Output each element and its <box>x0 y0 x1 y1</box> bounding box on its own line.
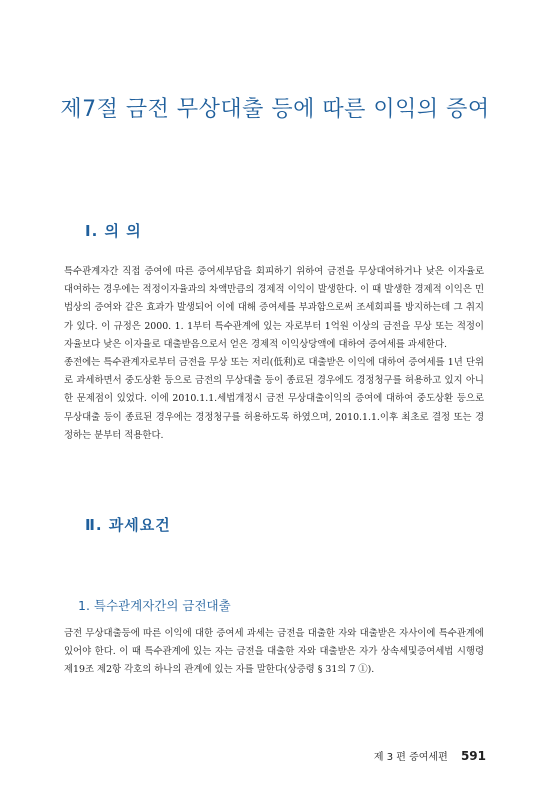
page-number: 591 <box>460 749 486 763</box>
section-heading-1: Ⅰ. 의 의 <box>85 222 142 240</box>
subsection-heading: 1. 특수관계자간의 금전대출 <box>78 598 231 613</box>
chapter-title: 제7절 금전 무상대출 등에 따른 이익의 증여 <box>60 97 490 122</box>
footer-part-label: 제 3 편 증여세편 <box>373 752 448 763</box>
page-footer <box>374 748 486 763</box>
section-1-body: 특수관계자간 직접 증여에 따른 증여세부담을 회피하기 위하여 금전을 무상대여하거나 낮은 이자율로 대여하는 경우에는 적정이자율과의 차액만큼의 경제적 이익이 발생한다. 이 때 발생한 경제적 이익은 민법상의 증여와 같은 효과가 발생되어 이에 대해 증여세를 부과함으로써 조세회피를 방지하는데 그 취지가 있다. 이 규정은 2000. 1. 1부터 특수관계에 있는 자로부터 1억원 이상의 금전을 무상 또는 적정이자율보다 낮은 이자율로 대출받음으로서 얻은 경제적 이익상당액에 대하여 증여세를 과세한다. 종전에는 특수관계자로부터 금전을 무상 또는 저리(低利)로 대출받은 이익에 대하여 증여세를 1년 단위로 과세하면서 중도상환 등으로 금전의 무상대출 등이 종료된 경우에도 경정청구를 허용하고 있지 아니한 문제점이 있었다. 이에 2010.1.1.세법개정시 금전 무상대출이익의 증여에 대하여 중도상환 등으로 무상대출 등이 종료된 경우에는 경정청구를 허용하도록 하였으며, 2010.1.1.이후 최초로 결정 또는 경정하는 분부터 적용한다. <box>64 266 484 441</box>
section-2-body: 금전 무상대출등에 따른 이익에 대한 증여세 과세는 금전을 대출한 자와 대출받은 자사이에 특수관계에 있어야 한다. 이 때 특수관계에 있는 자는 금전을 대출한 자와 대출받은 자가 상속세및증여세법 시행령 제19조 제2항 각호의 하나의 관계에 있는 자를 말한다(상증령 § 31의 7 ①). <box>64 628 484 676</box>
section-heading-2: Ⅱ. 과세요건 <box>85 516 171 534</box>
